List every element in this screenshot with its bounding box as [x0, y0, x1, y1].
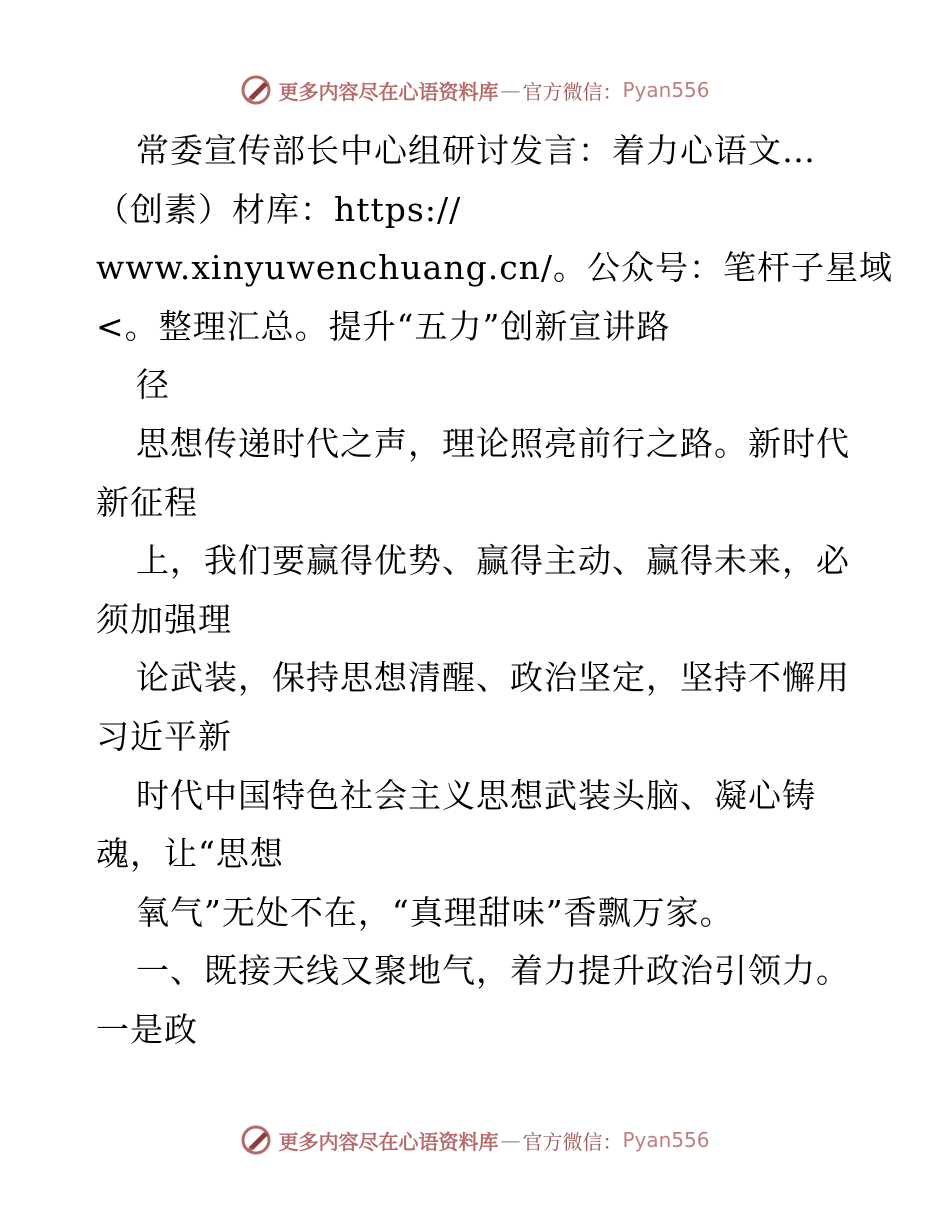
body-line: 常委宣传部长中心组研讨发言：着力心语文…: [136, 131, 816, 170]
watermark-account-id: Pyan556: [622, 78, 710, 102]
body-line: 一是政: [96, 1009, 198, 1049]
body-line: 习近平新: [96, 716, 232, 756]
body-line: www.xinyuwenchuang.cn/。公众号：笔杆子星域: [96, 248, 894, 288]
watermark-separator: —: [500, 78, 521, 102]
body-line: 一、既接天线又聚地气，着力提升政治引领力。: [136, 951, 850, 991]
document-body: [96, 122, 894, 1060]
header-watermark: [0, 70, 950, 110]
watermark-account-label: 官方微信：: [522, 1129, 623, 1154]
body-line: 论武装，保持思想清醒、政治坚定，坚持不懈用: [136, 658, 850, 698]
watermark-main-text: 更多内容尽在心语资料库: [278, 1129, 499, 1154]
footer-watermark: [0, 1120, 950, 1160]
pen-logo-icon: [240, 1123, 274, 1157]
watermark-main-text: 更多内容尽在心语资料库: [278, 79, 499, 104]
body-line: 思想传递时代之声，理论照亮前行之路。新时代: [136, 423, 850, 463]
body-line: 须加强理: [96, 599, 232, 639]
body-line: 时代中国特色社会主义思想武装头脑、凝心铸: [136, 775, 816, 815]
body-line: 径: [136, 365, 170, 405]
body-line: 上，我们要赢得优势、赢得主动、赢得未来，必: [136, 541, 850, 581]
body-line: 魂，让“思想: [96, 834, 284, 874]
watermark-account-label: 官方微信：: [522, 79, 623, 104]
body-line: <。整理汇总。提升“五力”创新宣讲路: [96, 306, 671, 346]
body-line: （创素）材库：https://: [96, 189, 462, 229]
pen-logo-icon: [240, 73, 274, 107]
body-line: 新征程: [96, 482, 198, 522]
body-line: 氧气”无处不在，“真理甜味”香飘万家。: [136, 892, 734, 932]
watermark-account-id: Pyan556: [622, 1128, 710, 1152]
watermark-separator: —: [500, 1128, 521, 1152]
